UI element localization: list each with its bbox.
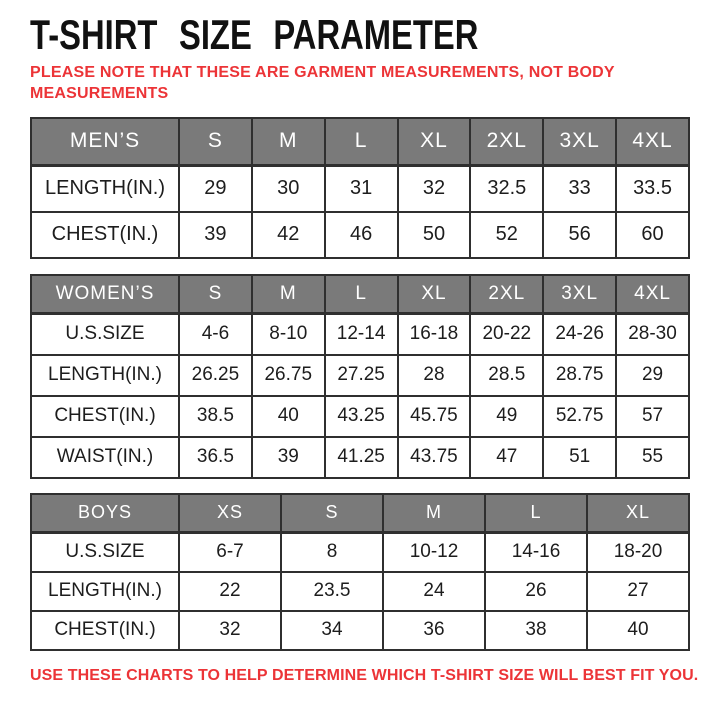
- page-title: T-SHIRT SIZE PARAMETER: [30, 11, 479, 58]
- mens-row-label: CHEST(IN.): [31, 212, 179, 258]
- mens-measurement-cell: 39: [179, 212, 252, 258]
- boys-measurement-cell: 14-16: [485, 533, 587, 572]
- boys-row-label: U.S.SIZE: [31, 533, 179, 572]
- womens-size-table: [30, 274, 690, 479]
- womens-measurement-cell: 40: [252, 396, 325, 437]
- womens-measurement-cell: 47: [470, 437, 543, 478]
- womens-measurement-cell: 26.75: [252, 355, 325, 396]
- boys-measurement-cell: 6-7: [179, 533, 281, 572]
- mens-measurement-cell: 52: [470, 212, 543, 258]
- boys-row-label: LENGTH(IN.): [31, 572, 179, 611]
- womens-row-label: U.S.SIZE: [31, 314, 179, 355]
- boys-table-row: [31, 572, 689, 611]
- boys-measurement-cell: 22: [179, 572, 281, 611]
- womens-measurement-cell: 36.5: [179, 437, 252, 478]
- boys-measurement-cell: 24: [383, 572, 485, 611]
- garment-measurement-note: [30, 63, 692, 105]
- mens-measurement-cell: 33: [543, 166, 616, 212]
- womens-measurement-cell: 27.25: [325, 355, 398, 396]
- mens-header-row: [31, 118, 689, 166]
- womens-measurement-cell: 28.75: [543, 355, 616, 396]
- boys-size-header-cell: XL: [587, 494, 689, 533]
- boys-table-row: [31, 533, 689, 572]
- mens-table-row: [31, 212, 689, 258]
- womens-table-row: [31, 314, 689, 355]
- womens-measurement-cell: 28.5: [470, 355, 543, 396]
- size-tables-container: [30, 117, 692, 651]
- mens-size-header-cell: L: [325, 118, 398, 166]
- boys-table-title-cell: BOYS: [31, 494, 179, 533]
- womens-measurement-cell: 8-10: [252, 314, 325, 355]
- mens-size-header-cell: M: [252, 118, 325, 166]
- mens-measurement-cell: 46: [325, 212, 398, 258]
- womens-measurement-cell: 4-6: [179, 314, 252, 355]
- womens-row-label: LENGTH(IN.): [31, 355, 179, 396]
- boys-measurement-cell: 36: [383, 611, 485, 650]
- boys-measurement-cell: 38: [485, 611, 587, 650]
- mens-measurement-cell: 32.5: [470, 166, 543, 212]
- womens-measurement-cell: 24-26: [543, 314, 616, 355]
- mens-measurement-cell: 31: [325, 166, 398, 212]
- boys-measurement-cell: 32: [179, 611, 281, 650]
- womens-table-title-cell: WOMEN’S: [31, 275, 179, 314]
- womens-measurement-cell: 28-30: [616, 314, 689, 355]
- boys-measurement-cell: 27: [587, 572, 689, 611]
- mens-table-title-cell: MEN’S: [31, 118, 179, 166]
- boys-measurement-cell: 18-20: [587, 533, 689, 572]
- womens-measurement-cell: 28: [398, 355, 471, 396]
- mens-size-table: [30, 117, 690, 259]
- boys-size-header-cell: M: [383, 494, 485, 533]
- boys-measurement-cell: 10-12: [383, 533, 485, 572]
- mens-measurement-cell: 60: [616, 212, 689, 258]
- womens-measurement-cell: 51: [543, 437, 616, 478]
- womens-measurement-cell: 12-14: [325, 314, 398, 355]
- boys-size-header-cell: L: [485, 494, 587, 533]
- mens-measurement-cell: 32: [398, 166, 471, 212]
- womens-measurement-cell: 43.25: [325, 396, 398, 437]
- mens-size-header-cell: S: [179, 118, 252, 166]
- note-line-2: MEASUREMENTS: [30, 84, 169, 102]
- mens-measurement-cell: 33.5: [616, 166, 689, 212]
- womens-measurement-cell: 38.5: [179, 396, 252, 437]
- fit-advice-footer: USE THESE CHARTS TO HELP DETERMINE WHICH T-SHIRT SIZE WILL BEST FIT YOU.: [30, 666, 699, 684]
- mens-size-header-cell: 2XL: [470, 118, 543, 166]
- mens-measurement-cell: 29: [179, 166, 252, 212]
- womens-measurement-cell: 29: [616, 355, 689, 396]
- mens-measurement-cell: 50: [398, 212, 471, 258]
- boys-size-header-cell: XS: [179, 494, 281, 533]
- mens-size-header-cell: 4XL: [616, 118, 689, 166]
- womens-header-row: [31, 275, 689, 314]
- womens-size-header-cell: S: [179, 275, 252, 314]
- womens-measurement-cell: 52.75: [543, 396, 616, 437]
- womens-size-header-cell: M: [252, 275, 325, 314]
- boys-size-header-cell: S: [281, 494, 383, 533]
- womens-row-label: WAIST(IN.): [31, 437, 179, 478]
- boys-size-table: [30, 493, 690, 651]
- womens-measurement-cell: 43.75: [398, 437, 471, 478]
- boys-measurement-cell: 8: [281, 533, 383, 572]
- boys-table-row: [31, 611, 689, 650]
- womens-size-header-cell: XL: [398, 275, 471, 314]
- womens-table-row: [31, 355, 689, 396]
- womens-size-header-cell: 2XL: [470, 275, 543, 314]
- boys-header-row: [31, 494, 689, 533]
- mens-size-header-cell: 3XL: [543, 118, 616, 166]
- mens-measurement-cell: 30: [252, 166, 325, 212]
- boys-measurement-cell: 23.5: [281, 572, 383, 611]
- mens-measurement-cell: 42: [252, 212, 325, 258]
- womens-row-label: CHEST(IN.): [31, 396, 179, 437]
- womens-size-header-cell: L: [325, 275, 398, 314]
- boys-row-label: CHEST(IN.): [31, 611, 179, 650]
- boys-measurement-cell: 40: [587, 611, 689, 650]
- note-line-1: PLEASE NOTE THAT THESE ARE GARMENT MEASUREMENTS, NOT BODY: [30, 64, 615, 81]
- womens-table-row: [31, 396, 689, 437]
- womens-measurement-cell: 26.25: [179, 355, 252, 396]
- womens-measurement-cell: 49: [470, 396, 543, 437]
- mens-table-row: [31, 166, 689, 212]
- mens-row-label: LENGTH(IN.): [31, 166, 179, 212]
- boys-measurement-cell: 26: [485, 572, 587, 611]
- boys-measurement-cell: 34: [281, 611, 383, 650]
- womens-size-header-cell: 3XL: [543, 275, 616, 314]
- womens-measurement-cell: 57: [616, 396, 689, 437]
- womens-measurement-cell: 41.25: [325, 437, 398, 478]
- womens-measurement-cell: 16-18: [398, 314, 471, 355]
- womens-size-header-cell: 4XL: [616, 275, 689, 314]
- womens-measurement-cell: 20-22: [470, 314, 543, 355]
- womens-measurement-cell: 39: [252, 437, 325, 478]
- mens-size-header-cell: XL: [398, 118, 471, 166]
- mens-measurement-cell: 56: [543, 212, 616, 258]
- womens-measurement-cell: 55: [616, 437, 689, 478]
- womens-table-row: [31, 437, 689, 478]
- womens-measurement-cell: 45.75: [398, 396, 471, 437]
